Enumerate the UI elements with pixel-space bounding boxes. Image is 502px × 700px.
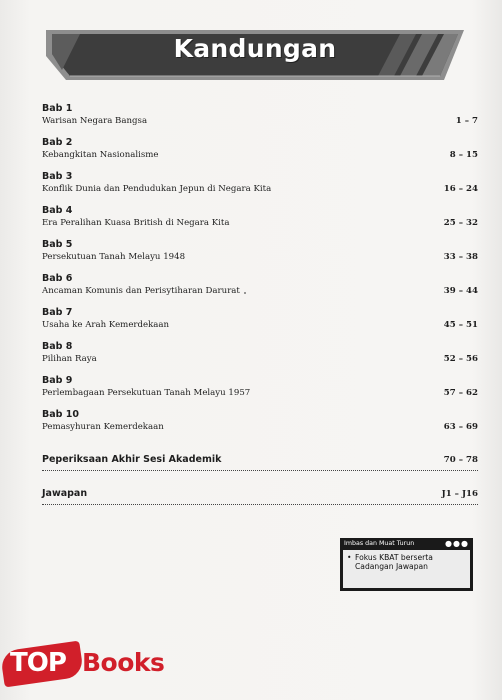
toc-entry-bab-7[interactable] [42, 307, 478, 335]
page-range: 57 – 62 [443, 388, 478, 398]
toc-entry-bab-3[interactable] [42, 171, 478, 199]
chapter-title: Perlembagaan Persekutuan Tanah Melayu 1957 [42, 388, 251, 398]
chapter-title: Era Peralihan Kuasa British di Negara Kita [42, 218, 230, 228]
toc-entry-bab-4[interactable] [42, 205, 478, 233]
section-label: Jawapan [42, 488, 88, 499]
list-item: • Fokus KBAT berserta Cadangan Jawapan [347, 553, 455, 571]
dots-icon: ●●● [445, 539, 469, 548]
chapter-title: Pemasyhuran Kemerdekaan [42, 422, 164, 432]
logo-books-text: Books [82, 648, 165, 677]
chapter-number: Bab 8 [42, 341, 73, 352]
chapter-number: Bab 3 [42, 171, 73, 182]
chapter-number: Bab 2 [42, 137, 73, 148]
chapter-number: Bab 10 [42, 409, 79, 420]
scan-download-box[interactable] [340, 538, 473, 591]
page-range: 25 – 32 [443, 218, 478, 228]
chapter-title: Persekutuan Tanah Melayu 1948 [42, 252, 186, 262]
print-speck [244, 292, 246, 294]
page-range: 63 – 69 [443, 422, 478, 432]
chapter-number: Bab 9 [42, 375, 73, 386]
toc-entry-bab-2[interactable] [42, 137, 478, 165]
toc-entry-bab-10[interactable] [42, 409, 478, 437]
chapter-title: Konflik Dunia dan Pendudukan Jepun di Negara Kita [42, 184, 272, 194]
chapter-number: Bab 7 [42, 307, 73, 318]
page-range: 1 – 7 [455, 116, 478, 126]
chapter-number: Bab 6 [42, 273, 73, 284]
toc-entry-bab-9[interactable] [42, 375, 478, 403]
title-banner [40, 26, 470, 84]
scan-download-heading: Imbas dan Muat Turun [344, 540, 415, 547]
toc-entry-bab-8[interactable] [42, 341, 478, 369]
chapter-title: Ancaman Komunis dan Perisytiharan Darurat [42, 286, 240, 296]
chapter-number: Bab 4 [42, 205, 73, 216]
chapter-title: Pilihan Raya [42, 354, 97, 364]
toc-entry-answers[interactable] [42, 488, 478, 505]
page-range: 33 – 38 [443, 252, 478, 262]
page-range: 70 – 78 [443, 455, 478, 465]
toc-entry-bab-5[interactable] [42, 239, 478, 267]
chapter-title: Kebangkitan Nasionalisme [42, 150, 159, 160]
page-range: 52 – 56 [443, 354, 478, 364]
toc-entry-bab-6[interactable] [42, 273, 478, 301]
chapter-title: Usaha ke Arah Kemerdekaan [42, 320, 170, 330]
section-label: Peperiksaan Akhir Sesi Akademik [42, 454, 222, 465]
toc-entry-bab-1[interactable] [42, 103, 478, 131]
page-range: 39 – 44 [443, 286, 478, 296]
toc-entry-final-exam[interactable] [42, 454, 478, 471]
page-range: 45 – 51 [443, 320, 478, 330]
topbooks-logo [0, 640, 190, 690]
scan-download-content [343, 550, 470, 588]
page-range: 8 – 15 [449, 150, 478, 160]
chapter-number: Bab 1 [42, 103, 73, 114]
page-range: J1 – J16 [441, 489, 478, 499]
chapter-number: Bab 5 [42, 239, 73, 250]
logo-top-text: TOP [10, 648, 66, 678]
page-range: 16 – 24 [443, 184, 478, 194]
page-title: Kandungan [173, 34, 337, 63]
scan-download-list [347, 553, 455, 571]
chapter-title: Warisan Negara Bangsa [42, 116, 148, 126]
